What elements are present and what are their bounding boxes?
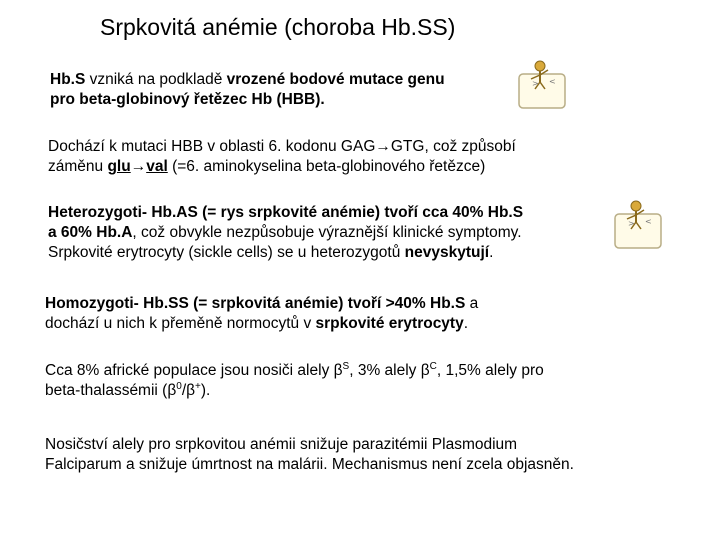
paragraph-1: [50, 70, 445, 110]
p3-line2: , což obvykle nezpůsobuje výraznější klinické symptomy.: [132, 224, 522, 241]
p4-period: .: [463, 315, 469, 332]
beta-symbol: β: [420, 362, 430, 379]
p2-val: val: [146, 158, 168, 175]
p2-text-b: GTG, což způsobí: [390, 138, 516, 155]
paragraph-4: [45, 294, 478, 334]
p4-sickle: srpkovité erytrocyty: [315, 315, 464, 332]
svg-text:>: >: [628, 219, 635, 228]
p5-text-d: , 1,5% alely pro: [436, 362, 544, 379]
thinking-figure-icon: [516, 58, 568, 110]
p3-hba: a 60% Hb.A: [48, 224, 133, 241]
svg-text:<: <: [645, 217, 652, 226]
paragraph-5: [45, 361, 544, 401]
p4-and: a: [465, 295, 479, 312]
p1-hbs: Hb.S: [50, 71, 86, 88]
arrow-icon: →: [130, 158, 147, 175]
p2-text-c: záměnu: [48, 158, 108, 175]
p6-line1: Nosičství alely pro srpkovitou anémii snižuje parazitémii Plasmodium: [45, 436, 518, 453]
p1-mutation: vrozené bodové mutace genu: [226, 71, 445, 88]
p5-text-b: , 3% alely: [349, 362, 421, 379]
p3-nevyskytuji: nevyskytují: [404, 244, 490, 261]
p2-text-a: Dochází k mutaci HBB v oblasti 6. kodonu GAG: [48, 138, 376, 155]
arrow-icon: →: [375, 138, 391, 155]
p6-line2: Falciparum a snižuje úmrtnost na malárii. Mechanismus není zcela objasněn.: [45, 456, 574, 473]
svg-text:<: <: [549, 77, 556, 86]
p5-text-e: beta-thalassémii (: [45, 382, 168, 399]
p3-line3: Srpkovité erytrocyty (sickle cells) se u heterozygotů: [48, 244, 405, 261]
p2-text-d: (=6. aminokyselina beta-globinového řetězce): [167, 158, 486, 175]
sup-zero: 0: [176, 381, 182, 392]
p2-glu: glu: [107, 158, 131, 175]
p5-text-a: Cca 8% africké populace jsou nosiči alely: [45, 362, 334, 379]
beta-symbol: β: [167, 382, 177, 399]
p1-text: vzniká na podkladě: [85, 71, 227, 88]
paragraph-6: [45, 435, 574, 475]
p5-text-f: ).: [200, 382, 211, 399]
svg-text:>: >: [532, 79, 539, 88]
sup-s: S: [342, 361, 350, 372]
beta-symbol: β: [186, 382, 196, 399]
slash: /: [181, 382, 187, 399]
paragraph-3: [48, 203, 523, 263]
p3-period: .: [489, 244, 494, 261]
p1-line2: pro beta-globinový řetězec Hb (HBB).: [50, 91, 325, 108]
sup-c: C: [429, 361, 437, 372]
sup-plus: +: [195, 381, 201, 392]
p4-line1: Homozygoti- Hb.SS (= srpkovitá anémie) tvoří >40% Hb.S: [45, 295, 466, 312]
paragraph-2: [48, 137, 516, 177]
slide-title: Srpkovitá anémie (choroba Hb.SS): [100, 14, 456, 40]
p4-line2: dochází u nich k přeměně normocytů v: [45, 315, 316, 332]
p3-line1: Heterozygoti- Hb.AS (= rys srpkovité anémie) tvoří cca 40% Hb.S: [48, 204, 524, 221]
beta-symbol: β: [333, 362, 343, 379]
thinking-figure-icon: [612, 198, 664, 250]
